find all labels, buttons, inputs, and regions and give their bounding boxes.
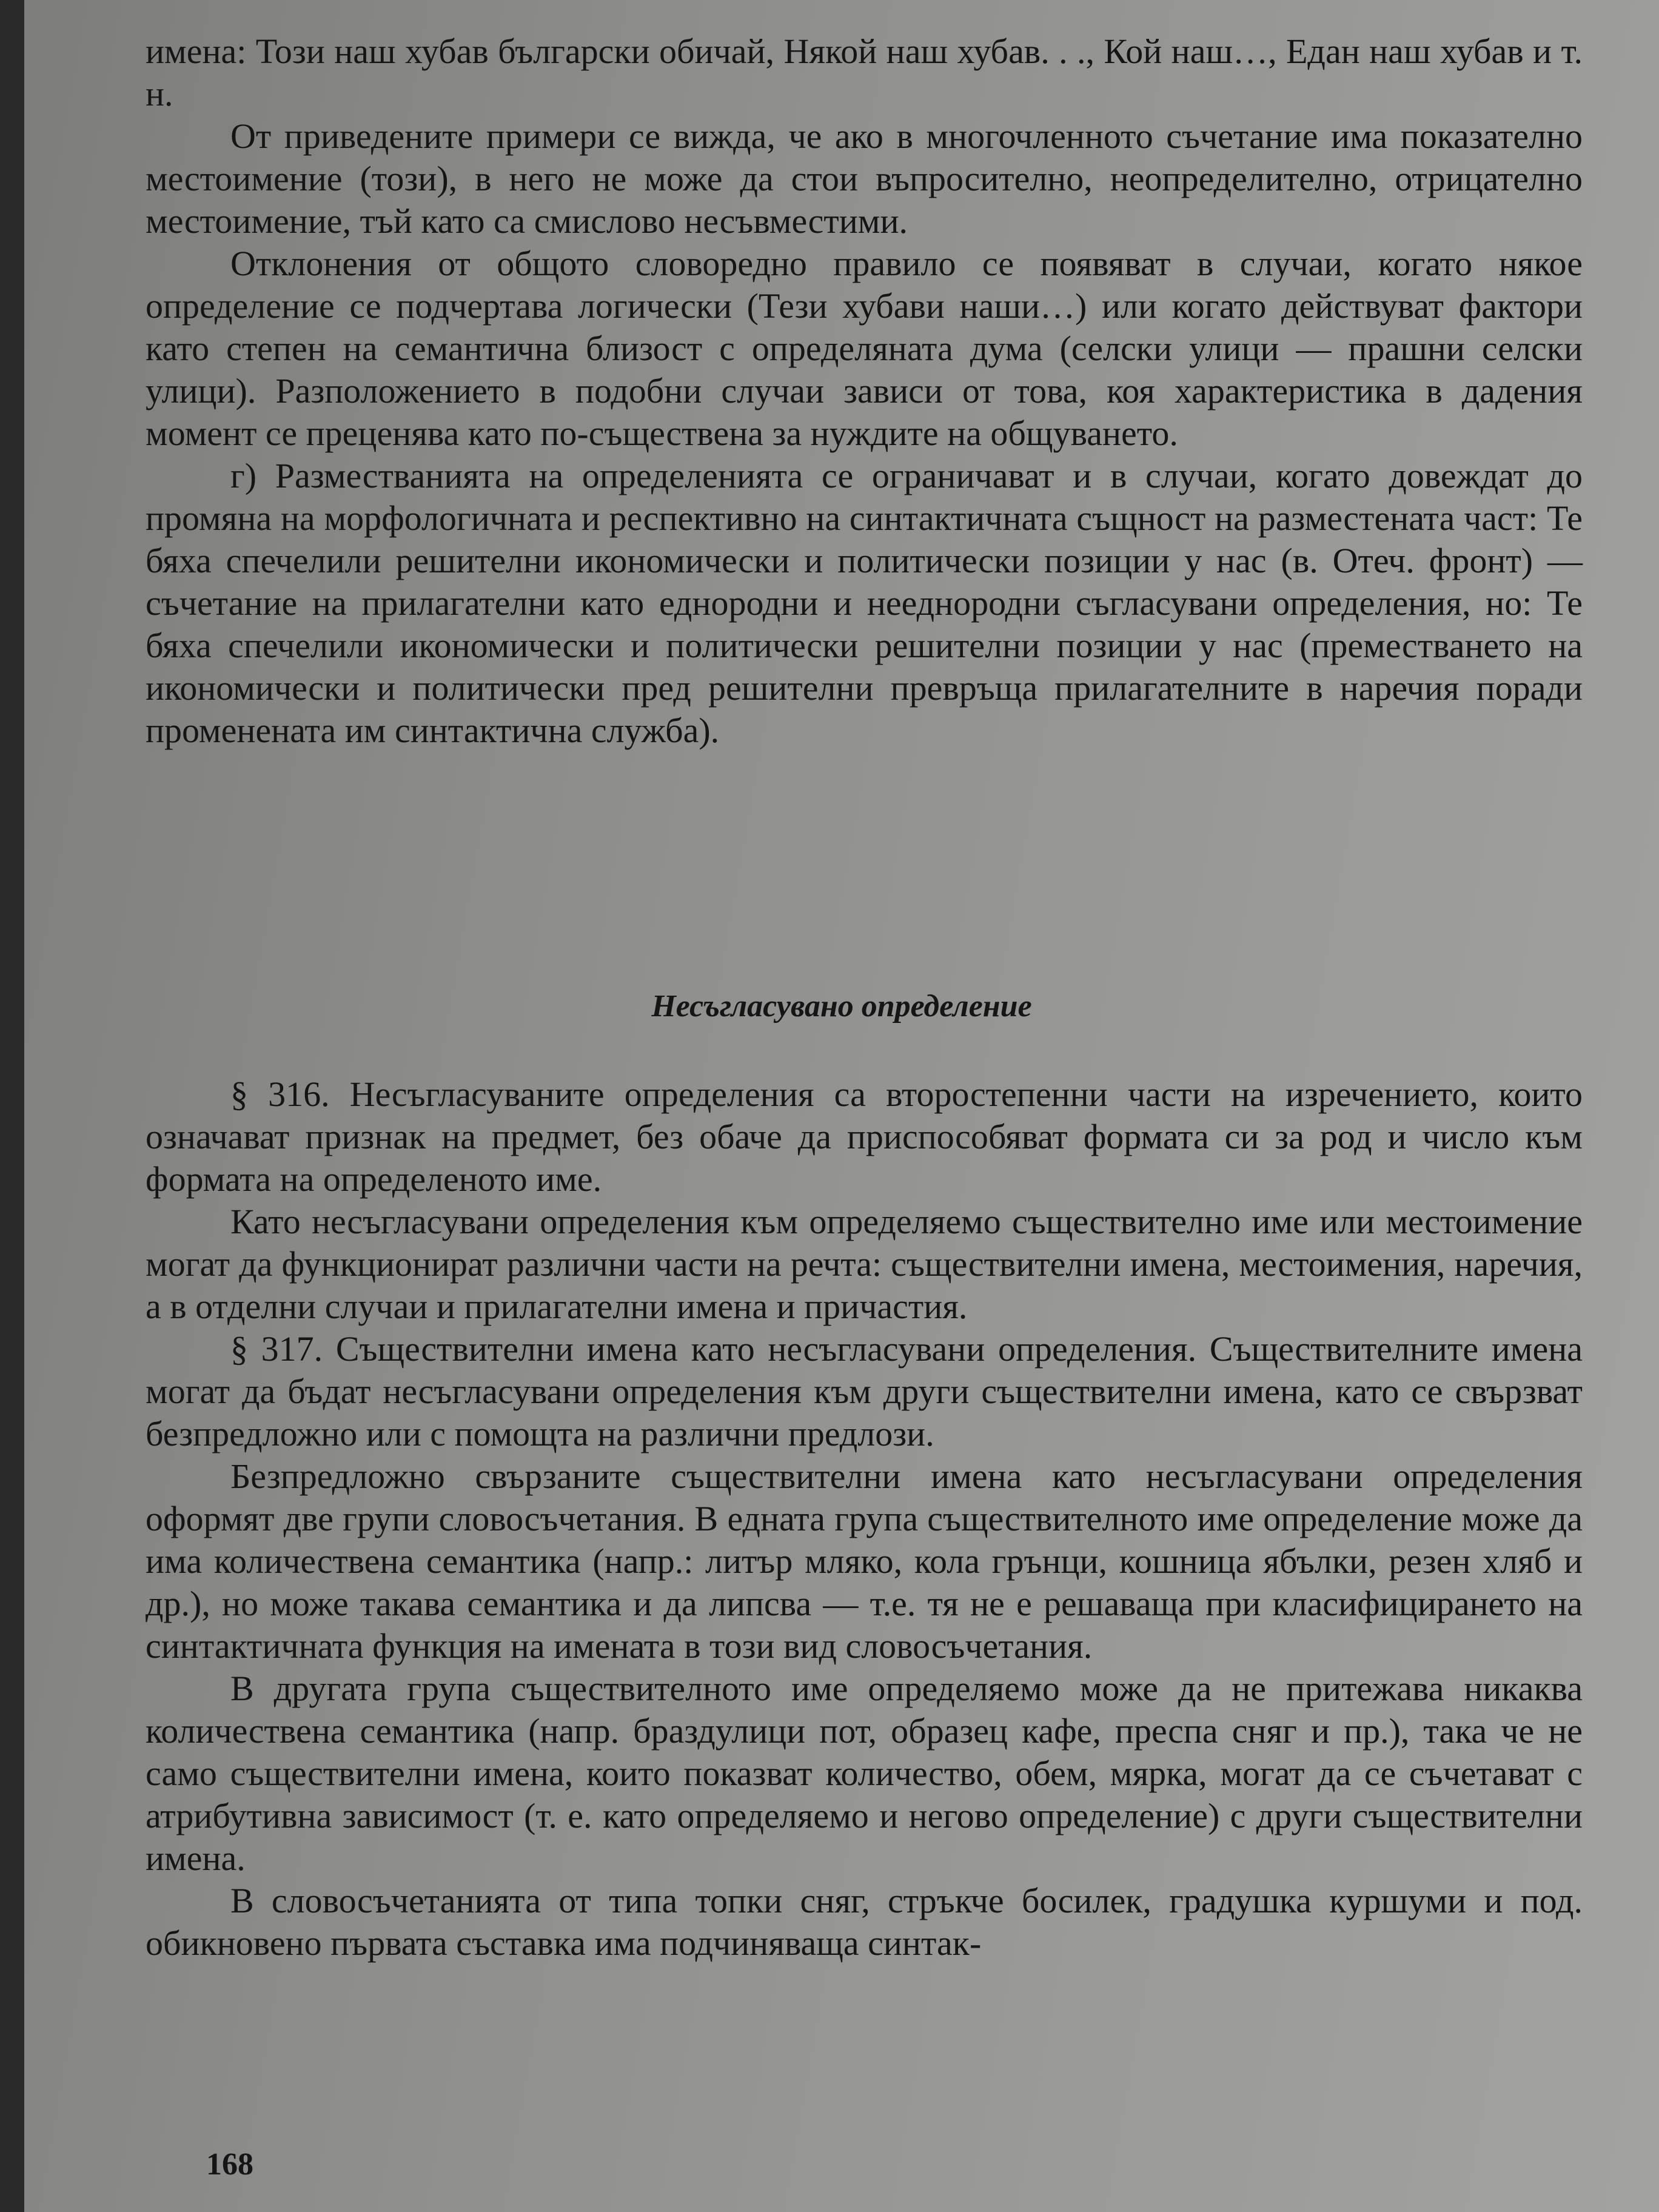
paragraph: Безпредложно свързаните съществителни имена като несъгласувани определения оформят две групи словосъчетания. В едната група съществителното име определение може да има количествена семантика (напр.: литър мляко, кола грънци, кошница ябълки, резен хляб и др.), но може такава семантика и да липсва — т.е. тя не е решаваща при класифицирането на синтактичната функция на имената в този вид словосъчетания. [146,1456,1583,1666]
paragraph: Отклонения от общото словоредно правило се появяват в случаи, когато някое определение се подчертава логически (Тези хубави наши…) или когато действуват фактори като степен на семантична близост с определяната дума (селски улици — прашни селски улици). Разположението в подобни случаи зависи от това, коя характеристика в дадения момент се преценява като по-съществена за нуждите на общуването. [146,244,1583,453]
paragraph: имена: Този наш хубав български обичай, Някой наш хубав. . ., Кой наш…, Едан наш хубав и т. н. [146,32,1583,113]
paragraph: г) Разместванията на определенията се ограничават и в случаи, когато довеждат до промяна на морфологичната и респективно на синтактичната същност на разместената част: Те бяха спечелили решителни икономически и политически позиции у нас (в. Отеч. фронт) — съчетание на прилагателни като еднородни и нееднородни съгласувани определения, но: Те бяха спечелили икономически и политически решителни позиции у нас (преместването на икономически и политически пред решителни превръща прилагателните в наречия поради променената им синтактична служба). [146,456,1583,750]
paragraph: От приведените примери се вижда, че ако в многочленното съчетание има показателно местоимение (този), в него не може да стои въпросително, неопределително, отрицателно местоимение, тъй като са смислово несъвместими. [146,116,1583,241]
paragraph: В другата група съществителното име определяемо може да не притежава никаква количествена семантика (напр. браздулици пот, образец кафе, преспа сняг и пр.), така че не само съществителни имена, които показват количество, обем, мярка, могат да се съчетават с атрибутивна зависимост (т. е. като определяемо и негово определение) с други съществителни имена. [146,1669,1583,1878]
paragraph: § 317. Съществителни имена като несъгласувани определения. Съществителните имена могат да бъдат несъгласувани определения към други съществителни имена, като се свързват безпредложно или с помощта на различни предлози. [146,1329,1583,1453]
paragraph: В словосъчетанията от типа топки сняг, стръкче босилек, градушка куршуми и под. обикновено първата съставка има подчиняваща синтак- [146,1881,1583,1963]
page-number: 168 [206,2147,253,2182]
paragraph: § 316. Несъгласуваните определения са второстепенни части на изречението, които означават признак на предмет, без обаче да приспособяват формата си за род и число към формата на определеното име. [146,1074,1583,1199]
paragraph: Като несъгласувани определения към определяемо съществително име или местоимение могат да функционират различни части на речта: съществителни имена, местоимения, наречия, а в отделни случаи и прилагателни имена и причастия. [146,1202,1583,1326]
section-heading: Несъгласувано определение [651,989,1032,1024]
book-page [24,0,1659,2212]
top-text-block [146,30,1583,752]
bottom-text-block [146,1073,1583,1965]
